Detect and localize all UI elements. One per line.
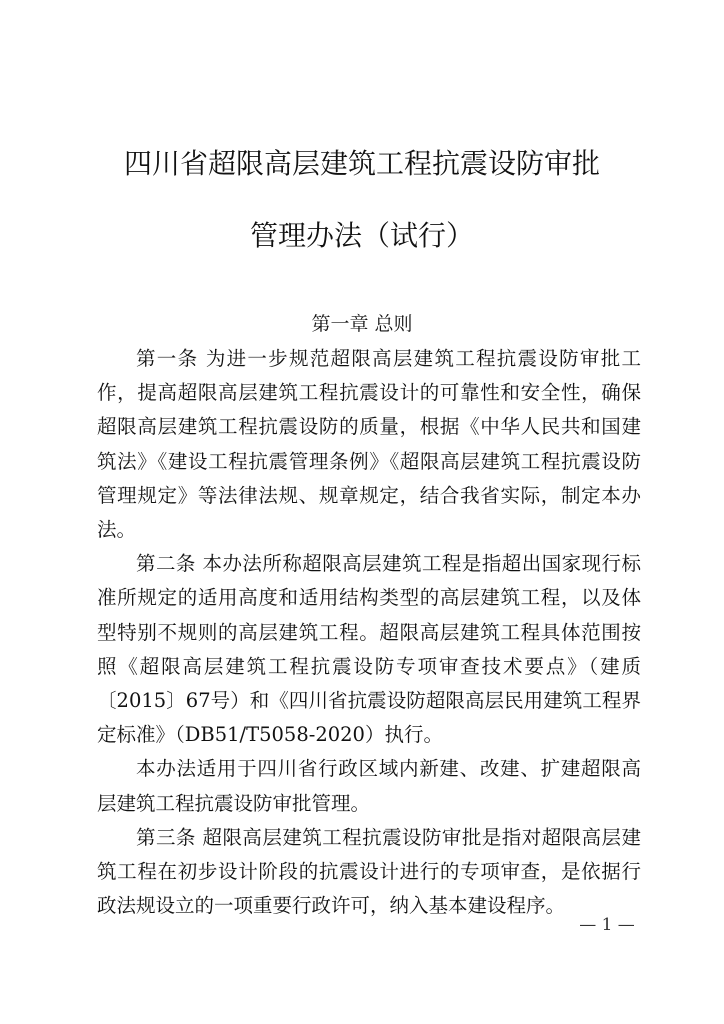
chapter-heading: 第一章 总则 <box>311 313 413 335</box>
document-title-line-2: 管理办法（试行） <box>249 219 474 252</box>
document-title-line-1: 四川省超限高层建筑工程抗震设防审批 <box>123 147 600 180</box>
scope-paragraph: 本办法适用于四川省行政区域内新建、改建、扩建超限高层建筑工程抗震设防审批管理。 <box>97 757 641 815</box>
article-3-paragraph: 第三条 超限高层建筑工程抗震设防审批是指对超限高层建筑工程在初步设计阶段的抗震设计进行的专项审查，是依据行政法规设立的一项重要行政许可，纳入基本建设程序。 <box>97 825 641 918</box>
page-number: — 1 — <box>579 915 635 935</box>
article-1-paragraph: 第一条 为进一步规范超限高层建筑工程抗震设防审批工作，提高超限高层建筑工程抗震设计的可靠性和安全性，确保超限高层建筑工程抗震设防的质量，根据《中华人民共和国建筑法》《建设工程抗震管理条例》《超限高层建筑工程抗震设防管理规定》等法律法规、规章规定，结合我省实际，制定本办法。 <box>97 347 641 542</box>
document-body <box>97 342 641 923</box>
article-2-paragraph: 第二条 本办法所称超限高层建筑工程是指超出国家现行标准所规定的适用高度和适用结构类型的高层建筑工程，以及体型特别不规则的高层建筑工程。超限高层建筑工程具体范围按照《超限高层建筑工程抗震设防专项审查技术要点》（建质〔2015〕67号）和《四川省抗震设防超限高层民用建筑工程界定标准》（DB51/T5058-2020）执行。 <box>97 552 641 747</box>
